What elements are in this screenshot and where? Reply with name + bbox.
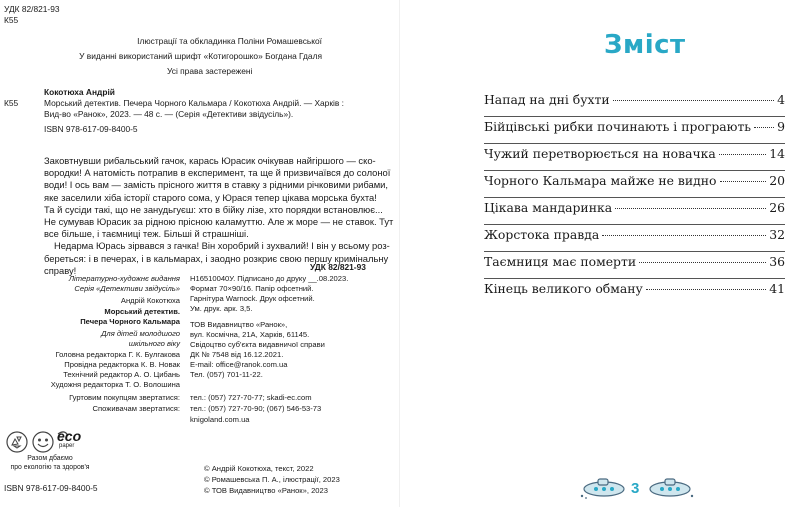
recycle-icon [5, 429, 95, 455]
toc-entry [484, 200, 785, 224]
toc-entry [484, 227, 785, 251]
toc-entry [484, 119, 785, 143]
toc-divider [484, 143, 785, 144]
toc-entry [484, 92, 785, 116]
imprint-staff: Головна редакторка Г. К. Булгакова [55, 350, 180, 359]
toc-divider [484, 197, 785, 198]
publisher-info: ДК № 7548 від 16.12.2021. [190, 350, 284, 359]
toc-entry-title: Жорстока правда [484, 227, 600, 242]
toc-entry-page: 41 [769, 281, 785, 296]
toc-leader [646, 289, 766, 290]
imprint-audience-1: Для дітей молодшого [101, 329, 180, 338]
annotation-line: Та й сусіди такі, що не занудьгуєш: хто в бійку лізе, хто порядки встановлює... [44, 203, 383, 215]
eco-caption-2: про екологію та здоров'я [10, 464, 90, 471]
toc-entry-title: Чужий перетворюється на новачка [484, 146, 716, 161]
print-info: Ум. друк. арк. 3,5. [190, 304, 253, 313]
k-code-top: К55 [4, 15, 19, 25]
toc-entry-title: Бійцівські рибки починають і програють [484, 119, 752, 134]
copyright-illustrations: © Ромашевська П. А., ілюстрації, 2023 [204, 475, 340, 484]
eco-badge [5, 429, 95, 455]
toc-entry-page: 32 [769, 227, 785, 242]
toc-divider [484, 116, 785, 117]
publisher-info: Свідоцтво суб'єкта видавничої справи [190, 340, 325, 349]
toc-entry [484, 281, 785, 305]
publisher-email: E-mail: office@ranok.com.ua [190, 360, 288, 369]
toc-divider [484, 251, 785, 252]
toc-entry-page: 4 [777, 92, 785, 107]
k-code-side: К55 [4, 98, 19, 108]
toc-entry-title: Таємниця має померти [484, 254, 637, 269]
publisher-phone: Тел. (057) 701-11-22. [190, 370, 263, 379]
toc-entry-title: Чорного Кальмара майже не видно [484, 173, 717, 188]
toc-divider [484, 278, 785, 279]
imprint-staff: Художня редакторка Т. О. Волошина [50, 380, 180, 389]
toc-leader [719, 154, 766, 155]
isbn: ISBN 978-617-09-8400-5 [44, 124, 138, 134]
wholesale-contacts: тел.: (057) 727-70-77; skadi-ec.com [190, 393, 312, 402]
annotation-line: все більше, і таємниці теж. Більші й страшніші. [44, 228, 249, 240]
toc-title: Зміст [604, 30, 686, 60]
annotation-line: береться: і в печерах, і в кальмарах, і заодно розкриє свою першу кримінальну [44, 252, 389, 264]
submarine-left-icon [578, 474, 628, 500]
toc-leader [720, 181, 767, 182]
toc-divider [484, 224, 785, 225]
eco-brand: eco [57, 428, 82, 444]
annotation-line: води! І ось вам — замість прісного життя в ставку з рідними річковими рибами, [44, 179, 389, 191]
annotation-line: Недарма Юрась зірвався з гачка! Він хоробрий і зухвалий! І він у всьому роз- [54, 240, 390, 252]
toc-entry [484, 146, 785, 170]
page-number: 3 [631, 480, 640, 497]
consumers-contacts: тел.: (057) 727-70-90; (067) 546-53-73 [190, 404, 322, 413]
biblio-line-1: Морський детектив. Печера Чорного Кальмара / Кокотюха Андрій. — Харків : [44, 98, 344, 108]
toc-leader [754, 127, 774, 128]
toc-entry [484, 173, 785, 197]
annotation [44, 155, 394, 277]
copyright-publisher: © ТОВ Видавництво «Ранок», 2023 [204, 486, 328, 495]
imprint-series: Серія «Детективи звідусіль» [74, 284, 180, 293]
submarine-right-icon [646, 474, 696, 500]
wholesale-label: Гуртовим покупцям звертатися: [69, 393, 180, 402]
eco-sub: paper [59, 443, 75, 449]
toc-entry-page: 36 [769, 254, 785, 269]
imprint-title-1: Морський детектив. [104, 307, 180, 316]
credit-illustrations: Ілюстрації та обкладинка Поліни Ромашевської [137, 36, 322, 46]
publisher-info: ТОВ Видавництво «Ранок», [190, 320, 288, 329]
imprint-staff: Технічний редактор А. О. Цибань [63, 370, 180, 379]
consumers-website: knigoland.com.ua [190, 415, 250, 424]
print-info: Формат 70×90/16. Папір офсетний. [190, 284, 314, 293]
toc-leader [602, 235, 766, 236]
toc-leader [615, 208, 766, 209]
toc-entry-title: Напад на дні бухти [484, 92, 610, 107]
imprint-author: Андрій Кокотюха [120, 296, 180, 305]
eco-caption-1: Разом дбаємо [27, 455, 73, 462]
page-spine [399, 0, 400, 507]
annotation-line: Заковтнувши рибальський гачок, карась Юрасик очікував найгіршого — ско- [44, 155, 376, 166]
print-info: Гарнітура Warnock. Друк офсетний. [190, 294, 315, 303]
toc-entry-title: Кінець великого обману [484, 281, 643, 296]
toc-leader [639, 262, 766, 263]
print-info: Н16510040У. Підписано до друку __.08.2023. [190, 274, 349, 283]
imprint-title-2: Печера Чорного Кальмара [80, 317, 180, 326]
imprint-audience-2: шкільного віку [128, 339, 180, 348]
imprint-genre: Літературно-художнє видання [68, 274, 180, 283]
credit-rights: Усі права застережені [167, 66, 253, 76]
annotation-line: Не сумував Юрасик за рідною прісною каламуттю. Але ж море — не ставок. Тут [44, 216, 394, 228]
toc-divider [484, 170, 785, 171]
copyright-text: © Андрій Кокотюха, текст, 2022 [204, 464, 314, 473]
udk-top: УДК 82/821-93 [4, 4, 60, 14]
imprint-staff: Провідна редакторка К. В. Новак [64, 360, 180, 369]
consumers-label: Споживачам звертатися: [92, 404, 180, 413]
annotation-line: справу! [44, 264, 77, 276]
toc-entry-page: 20 [769, 173, 785, 188]
publisher-info: вул. Космічна, 21А, Харків, 61145. [190, 330, 310, 339]
credit-font: У виданні використаний шрифт «Котигорошко» Богдана Гдаля [79, 51, 322, 61]
annotation-line: яке заселили хіба історії старого сома, у Юрася тепер цікава морська бухта! [44, 191, 377, 203]
toc-entry-page: 14 [769, 146, 785, 161]
biblio-author: Кокотюха Андрій [44, 87, 115, 97]
toc-entry-page: 9 [777, 119, 785, 134]
annotation-line: вородки! А натомість потрапив в експеримент, та ще й призвичаївся до солоної [44, 167, 391, 179]
udk-bottom: УДК 82/821-93 [310, 262, 366, 272]
isbn-bottom: ISBN 978-617-09-8400-5 [4, 483, 98, 493]
toc-entry-title: Цікава мандаринка [484, 200, 613, 215]
toc-entry-page: 26 [769, 200, 785, 215]
toc-leader [613, 100, 774, 101]
toc-entry [484, 254, 785, 278]
biblio-line-2: Вид-во «Ранок», 2023. — 48 с. — (Серія «Детективи звідусіль»). [44, 109, 294, 119]
